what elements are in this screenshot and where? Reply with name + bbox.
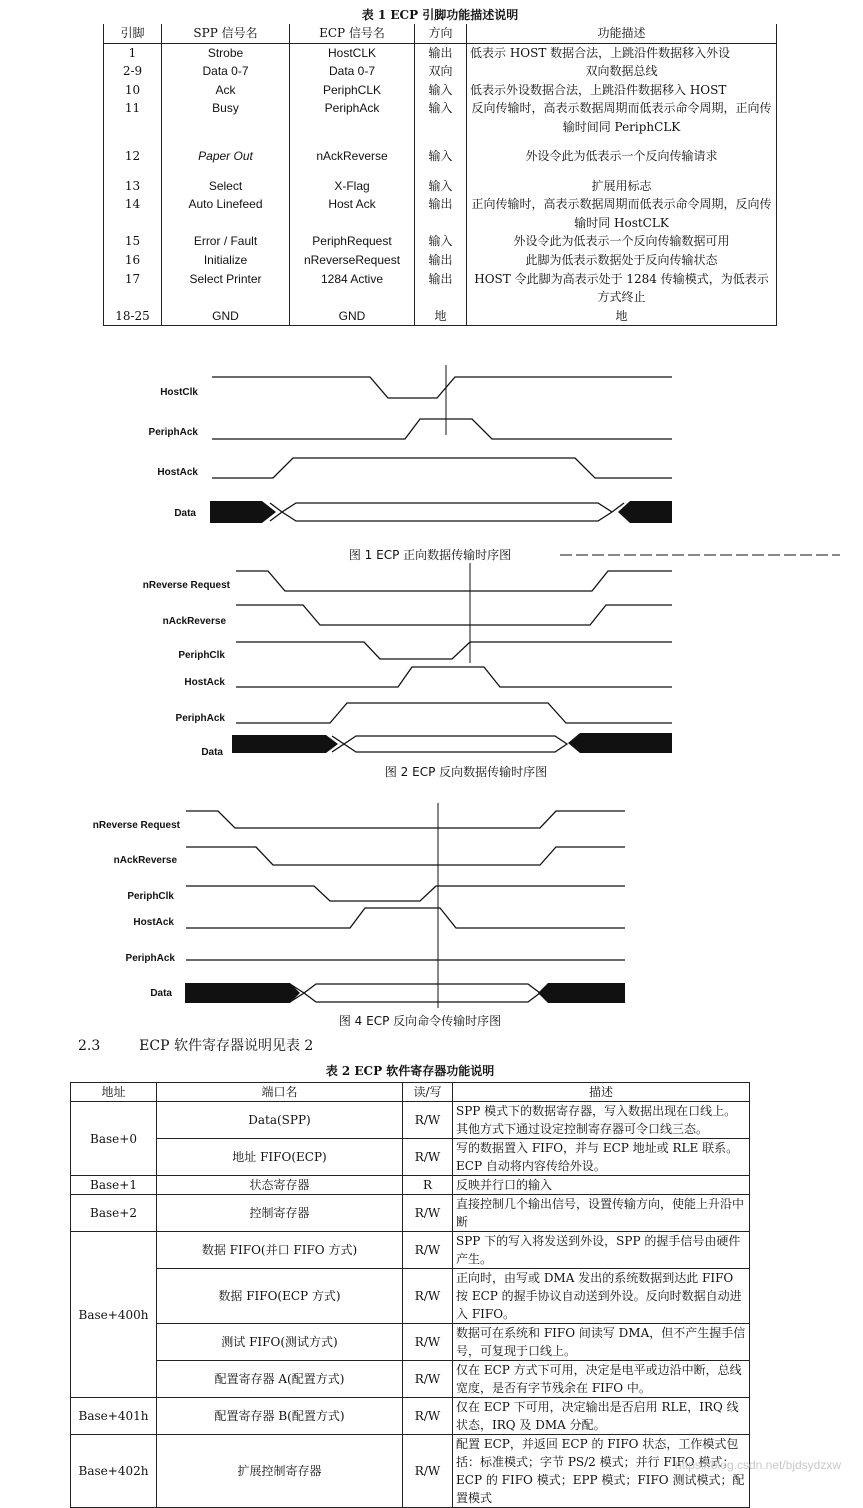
- signal-label-hostclk: HostClk: [160, 387, 198, 398]
- description: 数据可在系统和 FIFO 间读写 DMA，但不产生握手信号，可复现于口线上。: [453, 1324, 750, 1361]
- description: 地: [467, 307, 777, 326]
- spp-name: Paper Out: [162, 137, 290, 177]
- data-invalid-left: [185, 983, 300, 1003]
- figure2-caption: 图 2 ECP 反向数据传输时序图: [384, 765, 548, 779]
- direction: 地: [415, 307, 467, 326]
- periphack-waveform: [236, 703, 672, 723]
- port-name: 数据 FIFO(并口 FIFO 方式): [157, 1232, 403, 1269]
- description: SPP 模式下的数据寄存器，写入数据出现在口线上。其他方式下通过设定控制寄存器可令口线三态。: [453, 1102, 750, 1139]
- description: 扩展用标志: [467, 177, 777, 196]
- signal-label-hostack: HostAck: [184, 677, 225, 688]
- description: 外设令此为低表示一个反向传输数据可用: [467, 232, 777, 251]
- ecp-name: PeriphRequest: [290, 232, 415, 251]
- section-heading: [78, 1035, 313, 1055]
- signal-label-data: Data: [201, 747, 223, 758]
- signal-label-periphack: PeriphAck: [148, 427, 198, 438]
- pin: 11: [104, 99, 162, 136]
- header-pin: 引脚: [104, 24, 162, 43]
- pin: 14: [104, 195, 162, 232]
- header-desc: 功能描述: [467, 24, 777, 43]
- ecp-name: 1284 Active: [290, 270, 415, 307]
- description: HOST 令此脚为高表示处于 1284 传输模式，为低表示方式终止: [467, 270, 777, 307]
- spp-name: Data 0-7: [162, 62, 290, 81]
- description: 低表示外设数据合法，上跳沿件数据移入 HOST: [467, 81, 777, 100]
- figure1-caption: 图 1 ECP 正向数据传输时序图: [348, 548, 512, 562]
- signal-label-periphack: PeriphAck: [175, 713, 225, 724]
- read-write: R/W: [403, 1102, 453, 1139]
- read-write: R/W: [403, 1324, 453, 1361]
- description: 仅在 ECP 方式下可用，决定是电平或边沿中断，总线宽度，是否有字节残余在 FIFO 中。: [453, 1361, 750, 1398]
- description: 此脚为低表示数据处于反向传输状态: [467, 251, 777, 270]
- ecp-name: GND: [290, 307, 415, 326]
- direction: 输入: [415, 177, 467, 196]
- read-write: R/W: [403, 1269, 453, 1324]
- nackreverse-waveform: [186, 847, 625, 865]
- table1-caption: 表 1 ECP 引脚功能描述说明: [361, 8, 519, 22]
- description: 仅在 ECP 下可用，决定输出是否启用 RLE，IRQ 线状态，IRQ 及 DMA 分配。: [453, 1398, 750, 1435]
- table-row: [104, 99, 777, 136]
- read-write: R: [403, 1176, 453, 1195]
- header-desc: 描述: [453, 1083, 750, 1102]
- description: 写的数据置入 FIFO，并与 ECP 地址或 RLE 联系。ECP 自动将内容传给外设。: [453, 1139, 750, 1176]
- data-invalid-left: [210, 501, 276, 523]
- nreverse-request-waveform: [186, 811, 625, 828]
- data-waveform: [332, 736, 567, 752]
- direction: 输入: [415, 137, 467, 177]
- data-invalid-right: [568, 733, 672, 753]
- address: Base+0: [71, 1102, 157, 1176]
- data-waveform: [290, 984, 540, 1002]
- hostack-waveform: [236, 667, 672, 687]
- port-name: 状态寄存器: [157, 1176, 403, 1195]
- table-row: [71, 1195, 750, 1232]
- port-name: 控制寄存器: [157, 1195, 403, 1232]
- signal-label-nackreverse: nAckReverse: [162, 616, 226, 627]
- ecp-name: nAckReverse: [290, 137, 415, 177]
- table-row: [71, 1232, 750, 1269]
- spp-name: Initialize: [162, 251, 290, 270]
- header-port: 端口名: [157, 1083, 403, 1102]
- signal-label-periphclk: PeriphClk: [127, 891, 174, 902]
- pin: 17: [104, 270, 162, 307]
- port-name: 配置寄存器 A(配置方式): [157, 1361, 403, 1398]
- description: 正向传输时，高表示数据周期而低表示命令周期，反向传输时同 HostCLK: [467, 195, 777, 232]
- spp-name: Ack: [162, 81, 290, 100]
- header-addr: 地址: [71, 1083, 157, 1102]
- pin-table: [103, 24, 777, 326]
- spp-name: Select: [162, 177, 290, 196]
- nackreverse-waveform: [236, 605, 672, 625]
- signal-label-nreverse-request: nReverse Request: [142, 580, 230, 591]
- header-spp: SPP 信号名: [162, 24, 290, 43]
- description: 低表示 HOST 数据合法，上跳沿件数据移入外设: [467, 43, 777, 62]
- read-write: R/W: [403, 1361, 453, 1398]
- table-row: [104, 43, 777, 62]
- data-invalid-right: [538, 983, 625, 1003]
- section-text: ECP 软件寄存器说明见表 2: [139, 1038, 314, 1054]
- direction: 输出: [415, 43, 467, 62]
- read-write: R/W: [403, 1435, 453, 1508]
- signal-label-periphclk: PeriphClk: [178, 650, 225, 661]
- signal-label-hostack: HostAck: [157, 467, 198, 478]
- table-row: [71, 1398, 750, 1435]
- direction: 输入: [415, 99, 467, 136]
- signal-label-nackreverse: nAckReverse: [113, 855, 177, 866]
- hostack-waveform: [212, 458, 672, 478]
- nreverse-request-waveform: [236, 571, 672, 591]
- description: 双向数据总线: [467, 62, 777, 81]
- ecp-name: Host Ack: [290, 195, 415, 232]
- ecp-name: Data 0-7: [290, 62, 415, 81]
- description: 配置 ECP，并返回 ECP 的 FIFO 状态，工作模式包括：标准模式；字节 PS/2 模式；并行 FIFO 模式；ECP 的 FIFO 模式；EPP 模式；FIFO 测试模式；配置模式: [453, 1435, 750, 1508]
- signal-label-data: Data: [150, 988, 172, 999]
- description: 正向时，由写或 DMA 发出的系统数据到达此 FIFO 按 ECP 的握手协议自动送到外设。反向时数据自动进入 FIFO。: [453, 1269, 750, 1324]
- spp-name: GND: [162, 307, 290, 326]
- ecp-name: X-Flag: [290, 177, 415, 196]
- table-row: [71, 1176, 750, 1195]
- figure1-timing-diagram: [0, 365, 863, 565]
- table-row: [71, 1269, 750, 1324]
- pin: 18-25: [104, 307, 162, 326]
- ecp-name: PeriphCLK: [290, 81, 415, 100]
- spp-name: Busy: [162, 99, 290, 136]
- read-write: R/W: [403, 1398, 453, 1435]
- port-name: 扩展控制寄存器: [157, 1435, 403, 1508]
- pin: 13: [104, 177, 162, 196]
- ecp-name: PeriphAck: [290, 99, 415, 136]
- pin: 12: [104, 137, 162, 177]
- table-row: [71, 1361, 750, 1398]
- periphack-waveform: [212, 419, 672, 439]
- table-row: [71, 1139, 750, 1176]
- hostack-waveform: [186, 908, 625, 928]
- section-number: 2.3: [78, 1038, 101, 1054]
- direction: 输入: [415, 232, 467, 251]
- watermark: https://blog.csdn.net/bjdsydzxw: [674, 1458, 841, 1472]
- data-invalid-left: [232, 735, 338, 753]
- table-row: [104, 307, 777, 326]
- direction: 输出: [415, 270, 467, 307]
- direction: 输出: [415, 195, 467, 232]
- address: Base+400h: [71, 1232, 157, 1398]
- signal-label-periphack: PeriphAck: [125, 953, 175, 964]
- table-row: [104, 177, 777, 196]
- pin: 1: [104, 43, 162, 62]
- hostclk-waveform: [212, 377, 672, 398]
- ecp-name: HostCLK: [290, 43, 415, 62]
- spp-name: Strobe: [162, 43, 290, 62]
- table-row: [71, 1435, 750, 1508]
- spp-name: Error / Fault: [162, 232, 290, 251]
- header-dir: 方向: [415, 24, 467, 43]
- port-name: 配置寄存器 B(配置方式): [157, 1398, 403, 1435]
- description: 反向传输时，高表示数据周期而低表示命令周期，正向传输时间同 PeriphCLK: [467, 99, 777, 136]
- table-row: [104, 232, 777, 251]
- figure2-timing-diagram: [0, 563, 863, 763]
- address: Base+2: [71, 1195, 157, 1232]
- register-table: [70, 1082, 750, 1508]
- table-row: [104, 270, 777, 307]
- table-row: [104, 195, 777, 232]
- description: 反映并行口的输入: [453, 1176, 750, 1195]
- port-name: 地址 FIFO(ECP): [157, 1139, 403, 1176]
- table2-caption: 表 2 ECP 软件寄存器功能说明: [325, 1064, 495, 1078]
- pin: 2-9: [104, 62, 162, 81]
- description: 外设令此为低表示一个反向传输请求: [467, 137, 777, 177]
- pin: 16: [104, 251, 162, 270]
- address: Base+401h: [71, 1398, 157, 1435]
- register-table-header: [71, 1083, 750, 1102]
- table-row: [104, 81, 777, 100]
- description: SPP 下的写入将发送到外设，SPP 的握手信号由硬件产生。: [453, 1232, 750, 1269]
- table-row: [71, 1324, 750, 1361]
- port-name: 测试 FIFO(测试方式): [157, 1324, 403, 1361]
- spp-name: Auto Linefeed: [162, 195, 290, 232]
- table-row: [104, 251, 777, 270]
- direction: 输入: [415, 81, 467, 100]
- address: Base+1: [71, 1176, 157, 1195]
- table-row: [104, 62, 777, 81]
- periphclk-waveform: [236, 642, 672, 659]
- ecp-name: nReverseRequest: [290, 251, 415, 270]
- read-write: R/W: [403, 1139, 453, 1176]
- table-row: [71, 1102, 750, 1139]
- signal-label-hostack: HostAck: [133, 917, 174, 928]
- data-invalid-right: [618, 501, 672, 523]
- header-rw: 读/写: [403, 1083, 453, 1102]
- description: 直接控制几个输出信号，设置传输方向，使能上升沿中断: [453, 1195, 750, 1232]
- direction: 输出: [415, 251, 467, 270]
- figure4-timing-diagram: [0, 803, 863, 1008]
- figure4-caption: 图 4 ECP 反向命令传输时序图: [338, 1014, 502, 1028]
- port-name: 数据 FIFO(ECP 方式): [157, 1269, 403, 1324]
- data-waveform: [270, 503, 624, 521]
- spp-name: Select Printer: [162, 270, 290, 307]
- pin-table-header: [104, 24, 777, 43]
- pin: 15: [104, 232, 162, 251]
- pin: 10: [104, 81, 162, 100]
- header-ecp: ECP 信号名: [290, 24, 415, 43]
- direction: 双向: [415, 62, 467, 81]
- periphclk-waveform: [186, 886, 625, 901]
- port-name: Data(SPP): [157, 1102, 403, 1139]
- read-write: R/W: [403, 1232, 453, 1269]
- read-write: R/W: [403, 1195, 453, 1232]
- table-row: [104, 137, 777, 177]
- signal-label-data: Data: [174, 508, 196, 519]
- signal-label-nreverse-request: nReverse Request: [92, 820, 180, 831]
- address: Base+402h: [71, 1435, 157, 1508]
